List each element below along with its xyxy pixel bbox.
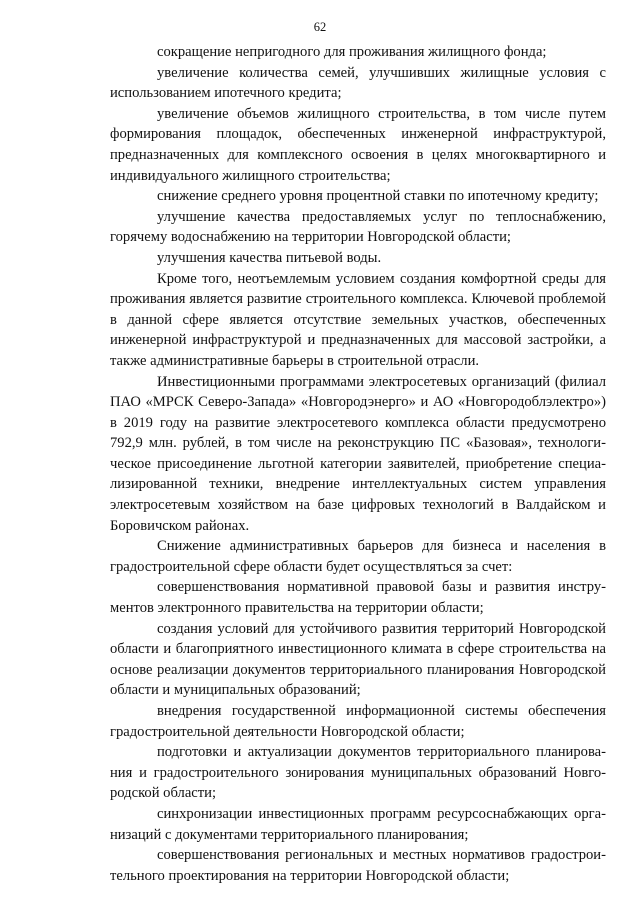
paragraph: улучшения качества питьевой воды. — [157, 249, 382, 266]
paragraph: создания условий для устойчивого развития территорий Новгородской области и благоприятного инвестиционного климата в сфере строительства на основе реализации документов территориального планирования Новгородской области и муниципальных образований; — [110, 620, 606, 699]
paragraph: улучшение качества предоставляемых услуг по теплоснабжению, горячему водоснабжению на территории Новгородской области; — [110, 208, 606, 246]
document-body — [110, 42, 606, 886]
paragraph: сокращение непригодного для проживания жилищного фонда; — [157, 44, 547, 60]
paragraph: Снижение административных барьеров для бизнеса и населения в градостроительной сфере области будет осуществляться за счет: — [110, 538, 606, 575]
paragraph: совершенствования нормативной правовой базы и развития инструментов электронного правительства на территории области; — [110, 579, 606, 617]
paragraph: внедрения государственной информационной системы обеспечения градостроительной деятельности Новгородской области; — [110, 703, 606, 740]
paragraph: увеличение объемов жилищного строительства, в том числе путем формирования площадок, обеспеченных инженерной инфраструктурой, предназначенных для комплексного освоения в целях многоквартирного и индивидуального жилищного строительства; — [110, 105, 606, 184]
page-number: 62 — [313, 20, 327, 34]
paragraph: увеличение количества семей, улучшивших жилищные условия с использованием ипотечного кредита; — [110, 64, 606, 102]
paragraph: синхронизации инвестиционных программ ресурсоснабжающих организаций с документами территориального планирования; — [110, 805, 606, 843]
paragraph: подготовки и актуализации документов территориального планирования и градостроительного зонирования муниципальных образований Новгородской области; — [110, 744, 606, 802]
paragraph: Кроме того, неотъемлемым условием создания комфортной среды для проживания является развитие строительного комплекса. Ключевой проблемой в данной сфере является отсутствие земельных участков, обеспеченных инженерной инфраструктурой и предназначенных для массовой застройки, а также административные барьеры в строительной отрасли. — [110, 270, 606, 369]
paragraph: совершенствования региональных и местных нормативов градостроительного проектирования на территории Новгородской области; — [110, 847, 606, 884]
paragraph: снижение среднего уровня процентной ставки по ипотечному кредиту; — [157, 188, 599, 205]
paragraph: Инвестиционными программами электросетевых организаций (филиал ПАО «МРСК Северо-Запада» «Новгородэнерго» и АО «Новгородоблэлектро») в 2019 году на развитие электросетевого комплекса области предусмотрено 792,9 млн. рублей, в том числе на реконструкцию ПС «Базовая», технологическое присоединение льготной категории заявителей, приобретение специализированной техники, внедрение интеллектуальных систем управления электросетевым хозяйством на базе цифровых технологий в Валдайском и Боровичском районах. — [110, 373, 606, 534]
